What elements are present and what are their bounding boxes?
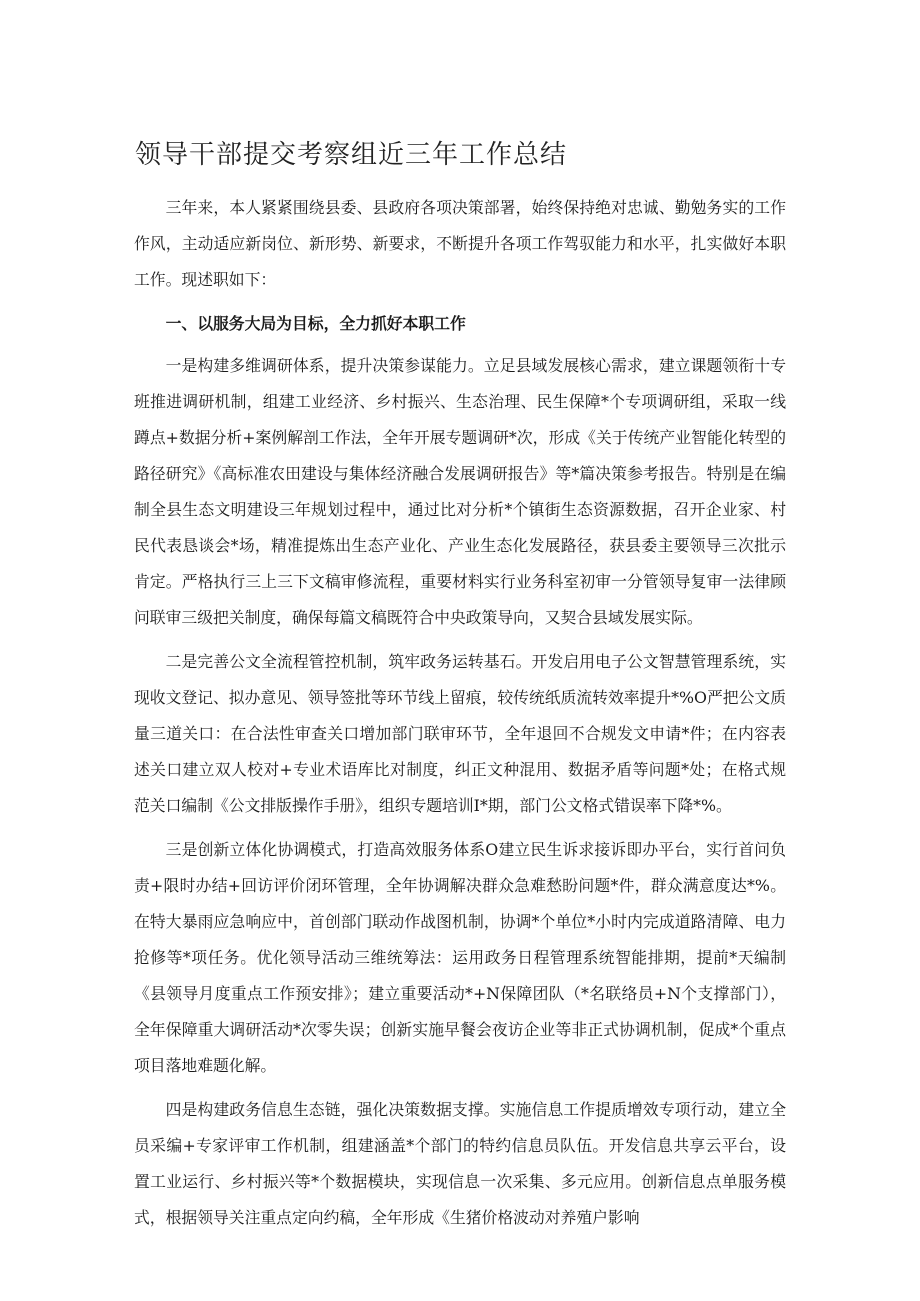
section-heading: 一、以服务大局为目标，全力抓好本职工作 xyxy=(165,314,466,333)
intro-paragraph: 三年来，本人紧紧围绕县委、县政府各项决策部署，始终保持绝对忠诚、勤勉务实的工作作风，主动适应新岗位、新形势、新要求，不断提升各项工作驾驭能力和水平，扎实做好本职工作。现述职如下： xyxy=(134,198,786,289)
paragraph-1: 一是构建多维调研体系，提升决策参谋能力。立足县域发展核心需求，建立课题领衔十专班推进调研机制，组建工业经济、乡村振兴、生态治理、民生保障*个专项调研组，采取一线蹲点+数据分析+案例解剖工作法，全年开展专题调研*次，形成《关于传统产业智能化转型的路径研究》《高标准农田建设与集体经济融合发展调研报告》等*篇决策参考报告。特别是在编制全县生态文明建设三年规划过程中，通过比对分析*个镇街生态资源数据，召开企业家、村民代表恳谈会*场，精准提炼出生态产业化、产业生态化发展路径，获县委主要领导三次批示肯定。严格执行三上三下文稿审修流程，重要材料实行业务科室初审一分管领导复审一法律顾问联审三级把关制度，确保每篇文稿既符合中央政策导向，又契合县域发展实际。 xyxy=(134,356,786,627)
paragraph-2: 二是完善公文全流程管控机制，筑牢政务运转基石。开发启用电子公文智慧管理系统，实现收文登记、拟办意见、领导签批等环节线上留痕，较传统纸质流转效率提升*%O严把公文质量三道关口：在合法性审查关口增加部门联审环节，全年退回不合规发文申请*件；在内容表述关口建立双人校对+专业术语库比对制度，纠正文种混用、数据矛盾等问题*处；在格式规范关口编制《公文排版操作手册》，组织专题培训I*期，部门公文格式错误率下降*%。 xyxy=(134,652,786,815)
document-body xyxy=(134,190,786,1244)
paragraph-3: 三是创新立体化协调模式，打造高效服务体系O建立民生诉求接诉即办平台，实行首问负责+限时办结+回访评价闭环管理，全年协调解决群众急难愁盼问题*件，群众满意度达*%。在特大暴雨应急响应中，首创部门联动作战图机制，协调*个单位*小时内完成道路清障、电力抢修等*项任务。优化领导活动三维统筹法：运用政务日程管理系统智能排期，提前*天编制《县领导月度重点工作预安排》；建立重要活动*+N保障团队（*名联络员+N个支撑部门），全年保障重大调研活动*次零失误；创新实施早餐会夜访企业等非正式协调机制，促成*个重点项目落地难题化解。 xyxy=(134,840,786,1075)
paragraph-4: 四是构建政务信息生态链，强化决策数据支撑。实施信息工作提质增效专项行动，建立全员采编+专家评审工作机制，组建涵盖*个部门的特约信息员队伍。开发信息共享云平台，设置工业运行、乡村振兴等*个数据模块，实现信息一次采集、多元应用。创新信息点单服务模式，根据领导关注重点定向约稿，全年形成《生猪价格波动对养殖户影响 xyxy=(134,1100,786,1227)
document-title: 领导干部提交考察组近三年工作总结 xyxy=(135,140,568,170)
